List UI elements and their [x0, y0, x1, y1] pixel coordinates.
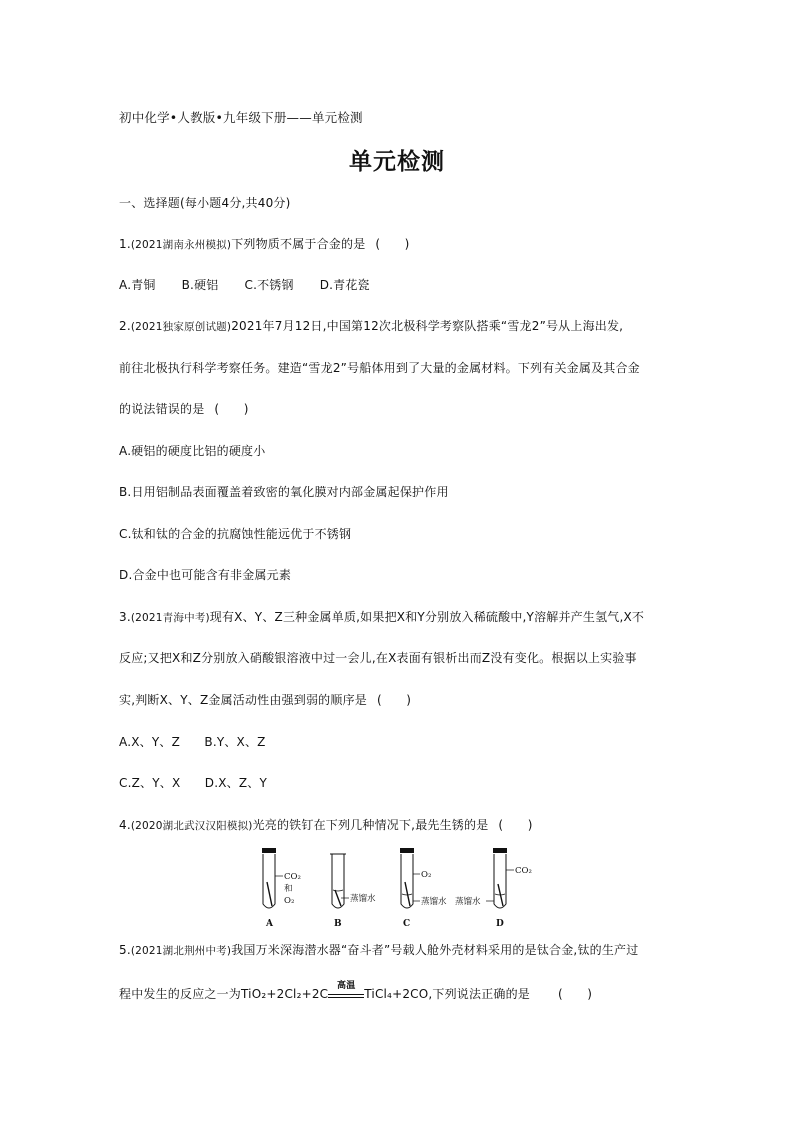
question-number: 1.: [119, 237, 131, 251]
gas-label: O₂: [421, 870, 432, 880]
question-stem: 我国万米深海潜水器“奋斗者”号载人舱外壳材料采用的是钛合金,钛的生产过: [231, 943, 639, 957]
option-b: B.硬铝: [181, 278, 219, 292]
reaction-condition: 高温: [337, 980, 356, 991]
iron-nail-icon: [405, 882, 410, 906]
answer-blank: ( ): [558, 987, 593, 1001]
question-2-line1: [119, 318, 623, 335]
question-2-line2: 前往北极执行科学考察任务。建造“雪龙2”号船体用到了大量的金属材料。下列有关金属及其合金: [119, 361, 640, 375]
question-stem: ,下列说法正确的是: [428, 987, 531, 1001]
option-b: B.日用铝制品表面覆盖着致密的氧化膜对内部金属起保护作用: [119, 485, 449, 499]
tube-label: C: [403, 919, 411, 929]
reaction-arrow: [328, 980, 364, 1002]
test-tube-d: [455, 848, 532, 929]
question-4: [119, 817, 533, 834]
test-tube-a: [262, 848, 301, 929]
answer-blank: ( ): [214, 402, 249, 416]
water-label: 蒸馏水: [455, 897, 481, 907]
answer-blank: ( ): [377, 693, 412, 707]
stopper-icon: [262, 848, 276, 853]
question-3-line3: [119, 692, 411, 708]
question-1-options: [119, 277, 370, 293]
gas-label: CO₂: [284, 872, 301, 882]
question-source: (2021湖南永州模拟): [130, 239, 232, 251]
question-3-line2: 反应;又把X和Z分别放入硝酸银溶液中过一会儿,在X表面有银析出而Z没有变化。根据以上实验事: [119, 651, 637, 665]
page-title: 单元检测: [349, 149, 445, 175]
question-number: 3.: [119, 610, 131, 624]
question-5-line1: [119, 942, 638, 959]
question-number: 5.: [119, 943, 131, 957]
question-stem: 下列物质不属于合金的是: [231, 237, 366, 251]
question-stem: 现有X、Y、Z三种金属单质,如果把X和Y分别放入稀硫酸中,Y溶解并产生氢气,X不: [209, 610, 645, 624]
option-c: C.不锈钢: [244, 278, 294, 292]
question-source: (2021独家原创试题): [130, 321, 232, 333]
stopper-icon: [493, 848, 507, 853]
question-source: (2021青海中考): [130, 612, 210, 624]
question-source: (2021湖北荆州中考): [130, 945, 232, 957]
option-c: C.钛和钛的合金的抗腐蚀性能远优于不锈钢: [119, 527, 352, 541]
question-number: 4.: [119, 818, 131, 832]
question-2-line3: [119, 401, 249, 417]
option-d: D.合金中也可能含有非金属元素: [119, 568, 292, 582]
iron-nail-icon: [267, 882, 272, 906]
gas-label: CO₂: [515, 866, 532, 876]
tube-label: D: [496, 919, 504, 929]
question-stem: 光亮的铁钉在下列几种情况下,最先生锈的是: [252, 818, 489, 832]
gas-label: O₂: [284, 896, 295, 906]
answer-blank: ( ): [375, 237, 410, 251]
test-tube-figure: [250, 846, 540, 931]
question-stem: 实,判断X、Y、Z金属活动性由强到弱的顺序是: [119, 693, 367, 707]
question-3-line1: [119, 609, 644, 626]
document-header: 初中化学•人教版•九年级下册——单元检测: [119, 110, 363, 125]
question-stem: 2021年7月12日,中国第12次北极科学考察队搭乘“雪龙2”号从上海出发,: [231, 319, 624, 333]
question-1: [119, 236, 410, 253]
test-tube-diagram: [250, 846, 540, 931]
option-d: D.青花瓷: [319, 278, 370, 292]
options-ab: A.X、Y、Z B.Y、X、Z: [119, 735, 266, 749]
iron-nail-icon: [335, 890, 341, 906]
options-cd: C.Z、Y、X D.X、Z、Y: [119, 776, 267, 790]
water-label: 蒸馏水: [350, 894, 376, 904]
question-stem: 的说法错误的是: [119, 402, 205, 416]
reaction-reactants: TiO₂+2Cl₂+2C: [241, 987, 329, 1001]
option-a: A.硬铝的硬度比铝的硬度小: [119, 444, 266, 458]
question-number: 2.: [119, 319, 131, 333]
tube-label: B: [334, 919, 342, 929]
stopper-icon: [400, 848, 414, 853]
question-5-line2: [119, 980, 593, 1002]
question-source: (2020湖北武汉汉阳模拟): [130, 820, 253, 832]
section-heading: 一、选择题(每小题4分,共40分): [119, 196, 291, 210]
test-tube-b: [330, 854, 376, 929]
reaction-products: TiCl₄+2CO: [364, 987, 429, 1001]
option-a: A.青铜: [119, 278, 156, 292]
and-label: 和: [284, 884, 293, 894]
answer-blank: ( ): [498, 818, 533, 832]
tube-label: A: [266, 919, 273, 929]
question-stem: 程中发生的反应之一为: [119, 987, 242, 1001]
water-label: 蒸馏水: [421, 897, 447, 907]
test-tube-c: [400, 848, 447, 929]
